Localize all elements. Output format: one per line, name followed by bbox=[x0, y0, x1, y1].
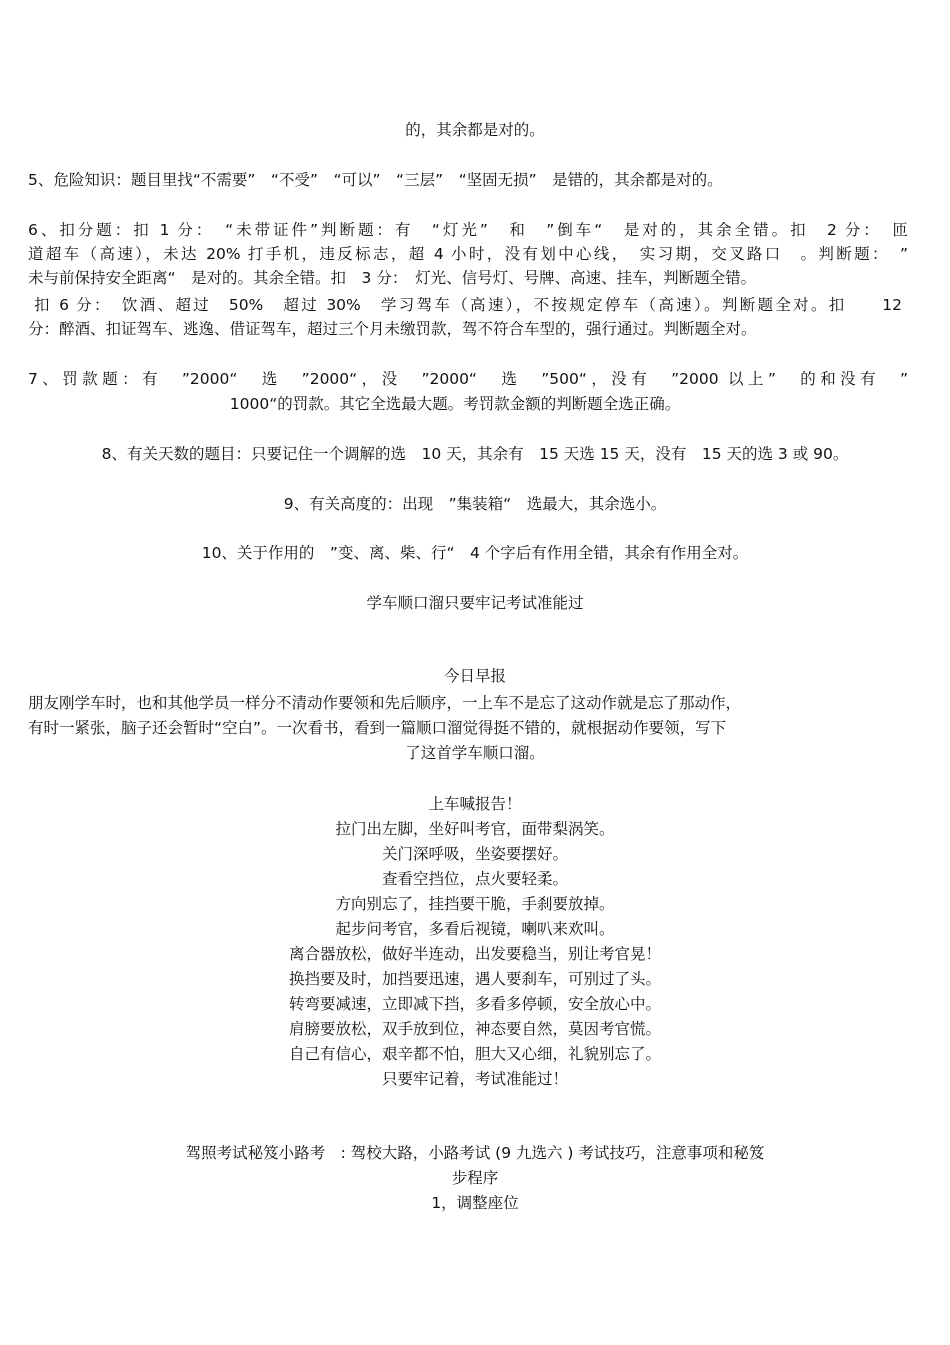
paragraph-line: 朋友刚学车时，也和其他学员一样分不清动作要领和先后顺序，一上车不是忘了这动作就是忘了那动作， bbox=[28, 694, 742, 712]
text-line: 道超车（高速），未达 20% 打手机，违反标志，超 4 小时，没有划中心线， 实习期，交叉路口 。判断题： ” bbox=[28, 245, 908, 263]
text-line: 步程序 bbox=[451, 1169, 499, 1187]
text-line: 扣 6 分： 饮酒、超过 50% 超过 30% 学习驾车（高速），不按规定停车（高速）。判断题全对。扣 12 bbox=[34, 296, 902, 314]
poem-line: 方向别忘了，挂挡要干脆，手刹要放掉。 bbox=[335, 895, 615, 913]
section-heading: 学车顺口溜只要牢记考试准能过 bbox=[366, 594, 584, 612]
poem-line: 自己有信心，艰辛都不怕，胆大又心细，礼貌别忘了。 bbox=[288, 1045, 661, 1063]
text-line: 的，其余都是对的。 bbox=[405, 121, 545, 139]
item-8-days: 8、有关天数的题目：只要记住一个调解的选 10 天，其余有 15 天选 15 天，没有 15 天的选 3 或 90。 bbox=[101, 445, 849, 463]
section-heading: 今日早报 bbox=[443, 667, 506, 685]
poem-line: 关门深呼吸，坐姿要摆好。 bbox=[381, 845, 568, 863]
paragraph-line: 有时一紧张，脑子还会暂时“空白”。一次看书，看到一篇顺口溜觉得挺不错的，就根据动作要领，写下 bbox=[28, 719, 727, 737]
poem-line: 查看空挡位，点火要轻柔。 bbox=[381, 870, 568, 888]
poem-line: 离合器放松，做好半连动，出发要稳当，别让考官晃！ bbox=[288, 945, 661, 963]
paragraph-line: 了这首学车顺口溜。 bbox=[405, 744, 545, 762]
text-line: 未与前保持安全距离“ 是对的。其余全错。扣 3 分： 灯光、信号灯、号牌、高速、挂车，判断题全错。 bbox=[28, 269, 757, 287]
item-6-penalty-points: 6、扣分题：扣 1 分： “未带证件”判断题：有 “灯光” 和 ”倒车“ 是对的，其余全错。扣 2 分： 匝 bbox=[28, 221, 908, 239]
item-7-fines: 7、罚款题：有 ”2000“ 选 ”2000“，没 ”2000“ 选 ”500“，没有 ”2000 以上” 的和没有 ” bbox=[28, 370, 908, 388]
poem-line: 换挡要及时，加挡要迅速，遇人要刹车，可别过了头。 bbox=[288, 970, 661, 988]
poem-line: 只要牢记着，考试准能过！ bbox=[381, 1070, 568, 1088]
poem-line: 拉门出左脚，坐好叫考官，面带梨涡笑。 bbox=[335, 820, 615, 838]
text-line: 1000“的罚款。其它全选最大题。考罚款金额的判断题全选正确。 bbox=[229, 395, 681, 413]
text-line: 分：醉酒、扣证驾车、逃逸、借证驾车，超过三个月未缴罚款，驾不符合车型的，强行通过。判断题全对。 bbox=[28, 320, 757, 338]
item-9-height: 9、有关高度的：出现 ”集装箱“ 选最大，其余选小。 bbox=[283, 495, 667, 513]
poem-line: 起步问考官，多看后视镜，喇叭来欢叫。 bbox=[335, 920, 615, 938]
poem-line: 上车喊报告！ bbox=[428, 795, 522, 813]
item-5-danger-knowledge: 5、危险知识：题目里找“不需要” “不受” “可以” “三层” “坚固无损” 是错的，其余都是对的。 bbox=[28, 171, 723, 189]
section-heading: 驾照考试秘笈小路考 : 驾校大路，小路考试 (9 九选六 ) 考试技巧，注意事项和秘笈 bbox=[185, 1144, 765, 1162]
list-item: 1，调整座位 bbox=[431, 1194, 519, 1212]
item-10-function: 10、关于作用的 ”变、离、柴、行“ 4 个字后有作用全错，其余有作用全对。 bbox=[201, 544, 749, 562]
poem-line: 肩膀要放松，双手放到位，神态要自然，莫因考官慌。 bbox=[288, 1020, 661, 1038]
poem-line: 转弯要减速，立即减下挡，多看多停顿，安全放心中。 bbox=[288, 995, 661, 1013]
